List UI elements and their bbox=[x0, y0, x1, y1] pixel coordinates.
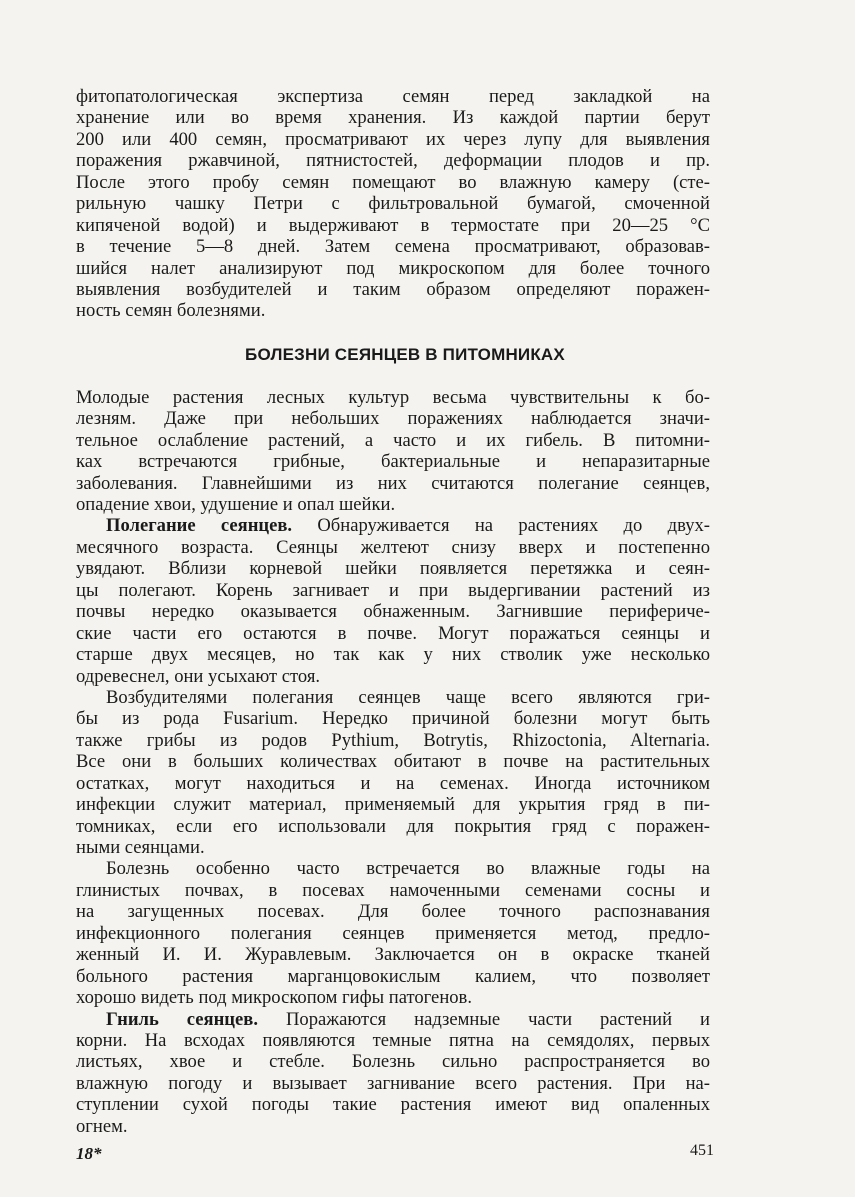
text-line: листьях, хвое и стебле. Болезнь сильно распространяется во bbox=[76, 1051, 710, 1073]
text-line: на загущенных посевах. Для более точного распознавания bbox=[76, 901, 710, 923]
text-line: Все они в больших количествах обитают в почве на растительных bbox=[76, 751, 710, 773]
text-line: хорошо видеть под микроскопом гифы патогенов. bbox=[76, 987, 472, 1009]
paragraph-seedling-rot bbox=[76, 1009, 710, 1138]
text-line: корни. На всходах появляются темные пятна на семядолях, первых bbox=[76, 1029, 710, 1051]
text-line: хранение или во время хранения. Из каждой партии берут bbox=[76, 107, 710, 129]
section-heading: БОЛЕЗНИ СЕЯНЦЕВ В ПИТОМНИКАХ bbox=[245, 344, 565, 364]
text-line: бы из рода Fusarium. Нередко причиной болезни могут быть bbox=[76, 708, 710, 730]
text-line: глинистых почвах, в посевах намоченными семенами сосны и bbox=[76, 879, 710, 901]
text-line: инфекции служит материал, применяемый для укрытия гряд в пи- bbox=[76, 794, 710, 816]
text-line: остатках, могут находиться и на семенах. Иногда источником bbox=[76, 772, 710, 794]
text-line: старше двух месяцев, но так как у них стволик уже несколько bbox=[76, 644, 710, 666]
paragraph-pathogens bbox=[76, 687, 710, 859]
paragraph-intro bbox=[76, 387, 710, 516]
paragraph-seed-expertise bbox=[76, 86, 710, 322]
text-line: цы полегают. Корень загнивает и при выдергивании растений из bbox=[76, 579, 710, 601]
signature-mark: 18* bbox=[76, 1144, 102, 1163]
text-line: увядают. Вблизи корневой шейки появляется перетяжка и сеян- bbox=[76, 558, 710, 580]
text-line: рильную чашку Петри с фильтровальной бумагой, смоченной bbox=[76, 193, 710, 215]
text-line: одревеснел, они усыхают стоя. bbox=[76, 665, 321, 687]
text-line: Болезнь особенно часто встречается во влажные годы на bbox=[106, 858, 710, 880]
text-line: фитопатологическая экспертиза семян перед закладкой на bbox=[76, 86, 710, 107]
text-line: Молодые растения лесных культур весьма чувствительны к бо- bbox=[76, 386, 710, 408]
text-line: опадение хвои, удушение и опал шейки. bbox=[76, 494, 396, 515]
paragraph-wet-years bbox=[76, 858, 710, 1008]
text-line: также грибы из родов Pythium, Botrytis, Rhizoctonia, Alternaria. bbox=[76, 729, 710, 751]
text-line: влажную погоду и вызывает загнивание всего растения. При на- bbox=[76, 1072, 710, 1094]
text-line: заболевания. Главнейшими из них считаются полегание сеянцев, bbox=[76, 472, 710, 494]
text-line: кипяченой водой) и выдерживают в термостате при 20—25 °С bbox=[76, 214, 710, 236]
text-line: месячного возраста. Сеянцы желтеют снизу вверх и постепенно bbox=[76, 536, 710, 558]
text-line: Возбудителями полегания сеянцев чаще всего являются гри- bbox=[106, 686, 710, 708]
text-line: Гниль сеянцев. Поражаются надземные части растений и bbox=[106, 1008, 710, 1030]
term-seedling-rot: Гниль сеянцев. bbox=[106, 1008, 258, 1030]
page-body bbox=[76, 86, 710, 1137]
term-damping-off: Полегание сеянцев. bbox=[106, 515, 293, 537]
text-line: больного растения марганцовокислым калием, что позволяет bbox=[76, 965, 710, 987]
text-line: инфекционного полегания сеянцев применяется метод, предло- bbox=[76, 922, 710, 944]
text-line: лезням. Даже при небольших поражениях наблюдается значи- bbox=[76, 408, 710, 430]
text-line: томниках, если его использовали для покрытия гряд с поражен- bbox=[76, 815, 710, 837]
text-line: ными сеянцами. bbox=[76, 837, 205, 858]
text-line: тельное ослабление растений, а часто и их гибель. В питомни- bbox=[76, 429, 710, 451]
text-line: ках встречаются грибные, бактериальные и непаразитарные bbox=[76, 451, 710, 473]
text-line: выявления возбудителей и таким образом определяют поражен- bbox=[76, 278, 710, 300]
text-line: После этого пробу семян помещают во влажную камеру (сте- bbox=[76, 171, 710, 193]
text-line: ступлении сухой погоды такие растения имеют вид опаленных bbox=[76, 1094, 710, 1116]
text-line: поражения ржавчиной, пятнистостей, деформации плодов и пр. bbox=[76, 150, 710, 172]
paragraph-damping-off bbox=[76, 515, 710, 687]
text-line: Полегание сеянцев. Обнаруживается на растениях до двух- bbox=[106, 515, 710, 537]
text-line: ность семян болезнями. bbox=[76, 300, 266, 322]
text-line: шийся налет анализируют под микроскопом для более точного bbox=[76, 257, 710, 279]
text-line: огнем. bbox=[76, 1115, 128, 1137]
text-line: ские части его остаются в почве. Могут поражаться сеянцы и bbox=[76, 622, 710, 644]
text-line: 200 или 400 семян, просматривают их через лупу для выявления bbox=[76, 128, 710, 150]
text-line: почвы нередко оказывается обнаженным. Загнившие перифериче- bbox=[76, 601, 710, 623]
text-line: женный И. И. Журавлевым. Заключается он в окраске тканей bbox=[76, 944, 710, 966]
page-number: 451 bbox=[690, 1142, 714, 1159]
text-line: в течение 5—8 дней. Затем семена просматривают, образовав- bbox=[76, 236, 710, 258]
